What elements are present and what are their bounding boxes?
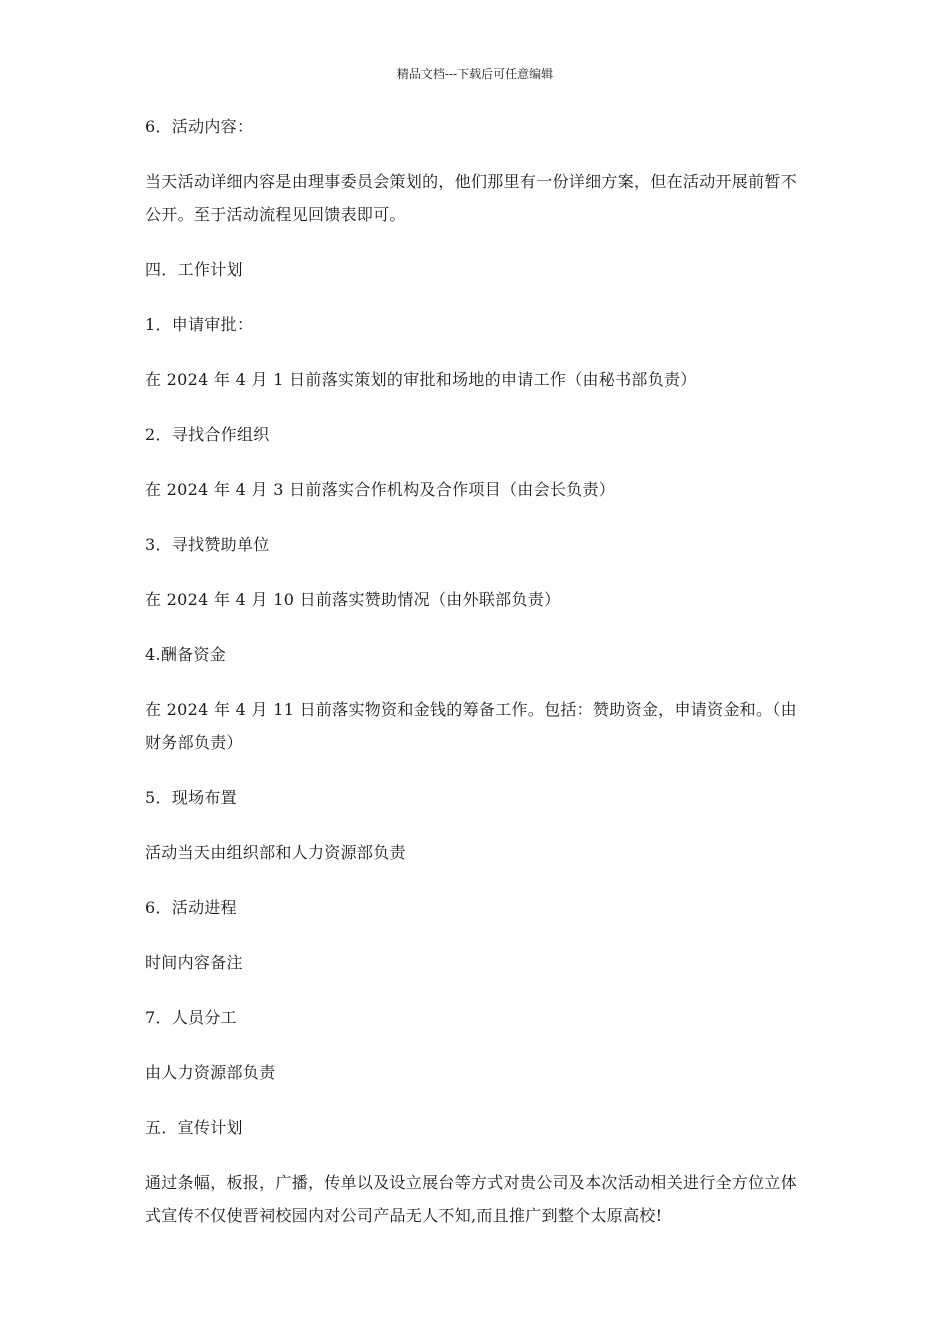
paragraph-site-setup: 活动当天由组织部和人力资源部负责 [145,843,406,862]
item-heading-find-partners: 2．寻找合作组织 [145,425,270,444]
paragraph-partners-deadline: 在 2024 年 4 月 3 日前落实合作机构及合作项目（由会长负责） [145,480,616,499]
section-heading-activity-content: 6．活动内容： [145,117,254,136]
paragraph-progress-columns: 时间内容备注 [145,953,243,972]
paragraph-staff-division: 由人力资源部负责 [145,1063,276,1082]
paragraph-activity-details: 当天活动详细内容是由理事委员会策划的，他们那里有一份详细方案，但在活动开展前暂不公开。至于活动流程见回馈表即可。 [145,172,798,224]
item-heading-staff-division: 7．人员分工 [145,1008,237,1027]
item-heading-find-sponsors: 3．寻找赞助单位 [145,535,270,554]
document-body [145,110,805,1254]
paragraph-funding-deadline: 在 2024 年 4 月 11 日前落实物资和金钱的筹备工作。包括：赞助资金，申请资金和。（由财务部负责） [145,700,797,752]
paragraph-sponsors-deadline: 在 2024 年 4 月 10 日前落实赞助情况（由外联部负责） [145,590,561,609]
page-header: 精品文档---下载后可任意编辑 [396,67,554,81]
section-heading-publicity-plan: 五．宣传计划 [145,1118,243,1137]
paragraph-approval-deadline: 在 2024 年 4 月 1 日前落实策划的审批和场地的申请工作（由秘书部负责） [145,370,697,389]
item-heading-funding: 4.酬备资金 [145,645,227,664]
item-heading-site-setup: 5．现场布置 [145,788,237,807]
item-heading-activity-progress: 6．活动进程 [145,898,237,917]
paragraph-publicity-plan: 通过条幅，板报，广播，传单以及设立展台等方式对贵公司及本次活动相关进行全方位立体式宣传不仅使晋祠校园内对公司产品无人不知,而且推广到整个太原高校! [145,1173,798,1225]
section-heading-work-plan: 四．工作计划 [145,260,243,279]
item-heading-application-approval: 1．申请审批： [145,315,254,334]
